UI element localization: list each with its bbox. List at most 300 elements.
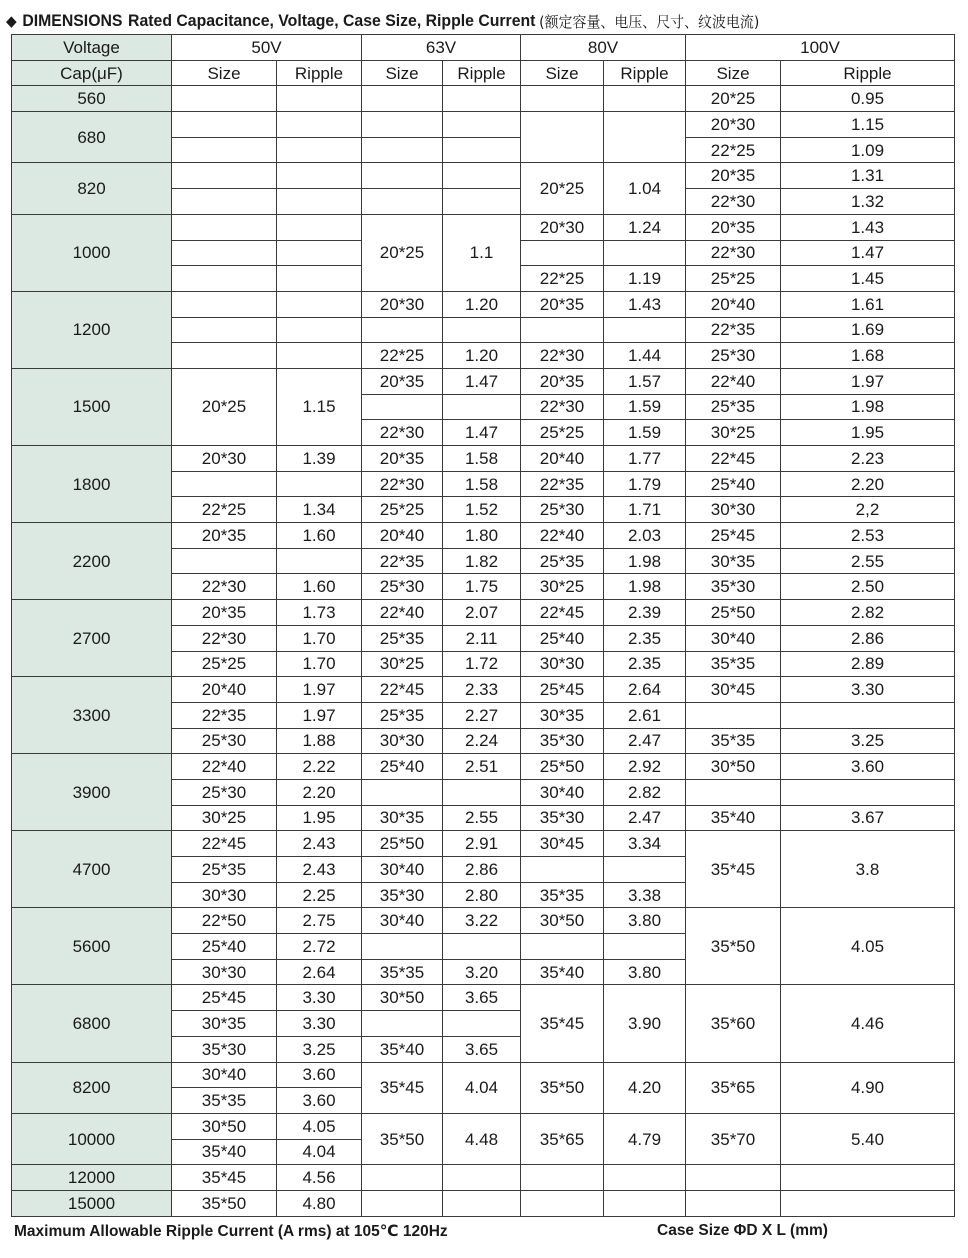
table-cell: 22*40 [362,600,443,626]
table-cell: 2.35 [604,651,686,677]
table-cell [604,1190,686,1216]
capacitance-cell: 1800 [12,446,172,523]
table-cell [521,1165,604,1191]
table-cell: 22*45 [172,831,277,857]
table-cell: 20*35 [172,600,277,626]
table-cell [277,548,362,574]
table-cell: 20*30 [521,214,604,240]
table-cell: 3.22 [443,908,521,934]
table-cell: 2.82 [604,779,686,805]
table-cell: 30*35 [362,805,443,831]
table-cell: 1.71 [604,497,686,523]
table-cell [443,934,521,960]
table-cell: 35*40 [172,1139,277,1165]
table-cell: 2.23 [781,446,955,472]
ripple-header: Ripple [443,60,521,86]
table-cell: 35*45 [172,1165,277,1191]
table-cell: 35*30 [172,1036,277,1062]
table-cell: 1.09 [781,137,955,163]
table-cell: 3.30 [781,677,955,703]
table-cell [686,702,781,728]
table-cell: 3.20 [443,959,521,985]
table-cell: 30*35 [521,702,604,728]
table-cell: 30*40 [686,625,781,651]
table-cell: 30*25 [362,651,443,677]
table-cell [604,112,686,163]
table-cell [521,857,604,883]
table-cell [277,343,362,369]
table-cell: 20*40 [172,677,277,703]
table-cell [521,86,604,112]
table-cell: 30*35 [172,1011,277,1037]
table-cell: 20*35 [521,368,604,394]
table-cell: 1.15 [781,112,955,138]
table-cell [604,240,686,266]
table-cell [604,857,686,883]
table-cell: 2.20 [781,471,955,497]
table-cell: 0.95 [781,86,955,112]
table-cell: 35*60 [686,985,781,1062]
table-cell: 1.1 [443,214,521,291]
size-header: Size [172,60,277,86]
table-cell: 2.55 [443,805,521,831]
capacitance-cell: 5600 [12,908,172,985]
table-cell: 35*50 [172,1190,277,1216]
capacitance-cell: 680 [12,112,172,163]
table-cell: 22*30 [521,343,604,369]
table-cell: 35*50 [686,908,781,985]
table-cell: 25*25 [172,651,277,677]
voltage-100v: 100V [686,35,955,61]
table-cell [604,1165,686,1191]
table-cell: 20*25 [172,368,277,445]
table-cell: 20*35 [172,523,277,549]
table-cell: 35*30 [521,805,604,831]
table-cell: 1.43 [604,291,686,317]
table-cell: 2,2 [781,497,955,523]
table-cell: 30*50 [521,908,604,934]
table-cell: 1.61 [781,291,955,317]
table-cell: 25*35 [172,857,277,883]
table-cell: 3.60 [781,754,955,780]
table-cell [277,112,362,138]
table-cell [443,86,521,112]
table-cell: 30*30 [686,497,781,523]
table-row [12,112,955,138]
table-cell: 2.64 [604,677,686,703]
table-cell: 1.60 [277,574,362,600]
table-cell [362,317,443,343]
table-cell: 20*35 [521,291,604,317]
voltage-80v: 80V [521,35,686,61]
table-cell: 3.34 [604,831,686,857]
table-cell [172,471,277,497]
table-cell: 1.70 [277,625,362,651]
table-cell: 2.33 [443,677,521,703]
voltage-label: Voltage [12,35,172,61]
table-cell: 25*30 [362,574,443,600]
table-cell: 2.24 [443,728,521,754]
table-cell: 22*25 [521,266,604,292]
table-cell: 22*35 [172,702,277,728]
table-cell: 1.20 [443,343,521,369]
table-row [12,523,955,549]
table-cell: 25*25 [686,266,781,292]
table-cell [686,1190,781,1216]
table-cell: 2.25 [277,882,362,908]
table-cell: 3.65 [443,985,521,1011]
table-cell: 2.35 [604,625,686,651]
table-row [12,291,955,317]
table-cell: 2.39 [604,600,686,626]
table-cell: 25*35 [362,625,443,651]
table-cell [172,163,277,189]
capacitance-cell: 12000 [12,1165,172,1191]
table-cell: 22*35 [521,471,604,497]
table-cell: 4.48 [443,1113,521,1164]
table-cell: 22*30 [362,471,443,497]
capacitance-cell: 3300 [12,677,172,754]
table-cell: 2.47 [604,805,686,831]
table-cell: 1.59 [604,394,686,420]
table-cell: 25*30 [172,779,277,805]
table-cell: 22*30 [172,625,277,651]
table-cell: 2.03 [604,523,686,549]
table-cell [172,548,277,574]
table-cell: 1.72 [443,651,521,677]
table-row [12,1062,955,1088]
table-cell: 35*40 [362,1036,443,1062]
table-cell: 2.86 [781,625,955,651]
table-cell: 4.90 [781,1062,955,1113]
table-cell: 1.73 [277,600,362,626]
table-cell: 4.04 [277,1139,362,1165]
table-cell: 20*25 [521,163,604,214]
table-cell [781,1165,955,1191]
table-cell: 4.46 [781,985,955,1062]
table-cell: 2.50 [781,574,955,600]
table-cell: 1.95 [277,805,362,831]
table-cell: 4.20 [604,1062,686,1113]
table-cell: 1.80 [443,523,521,549]
table-cell: 25*40 [686,471,781,497]
table-row [12,1190,955,1216]
table-cell: 3.60 [277,1062,362,1088]
table-cell: 22*40 [521,523,604,549]
voltage-50v: 50V [172,35,362,61]
table-cell [172,240,277,266]
table-cell: 20*40 [686,291,781,317]
table-cell: 25*35 [686,394,781,420]
table-cell [277,86,362,112]
table-cell: 3.90 [604,985,686,1062]
table-cell [362,86,443,112]
table-cell [686,779,781,805]
table-cell [443,189,521,215]
capacitance-cell: 6800 [12,985,172,1062]
table-cell: 1.98 [604,574,686,600]
table-cell: 4.05 [781,908,955,985]
capacitance-cell: 10000 [12,1113,172,1164]
table-row [12,214,955,240]
table-cell: 2.61 [604,702,686,728]
table-cell [172,291,277,317]
table-cell: 2.86 [443,857,521,883]
table-cell: 3.30 [277,985,362,1011]
table-cell: 35*50 [362,1113,443,1164]
table-cell: 35*40 [686,805,781,831]
table-cell [443,112,521,138]
table-cell: 1.68 [781,343,955,369]
table-cell [781,1190,955,1216]
table-cell: 1.88 [277,728,362,754]
table-cell: 1.97 [277,677,362,703]
table-cell: 30*25 [521,574,604,600]
table-cell: 25*40 [172,934,277,960]
table-cell: 35*35 [172,1088,277,1114]
table-cell: 3.25 [781,728,955,754]
table-cell: 30*25 [172,805,277,831]
table-cell: 4.05 [277,1113,362,1139]
table-cell: 1.70 [277,651,362,677]
table-cell [604,317,686,343]
table-cell [686,1165,781,1191]
table-cell: 30*45 [686,677,781,703]
table-cell: 35*65 [521,1113,604,1164]
table-cell: 20*30 [172,446,277,472]
table-cell: 1.58 [443,446,521,472]
table-cell: 22*45 [362,677,443,703]
table-cell: 22*30 [362,420,443,446]
table-cell: 20*40 [362,523,443,549]
table-cell [443,779,521,805]
table-cell: 30*40 [362,908,443,934]
table-cell [443,394,521,420]
table-cell: 1.31 [781,163,955,189]
table-cell [172,137,277,163]
table-cell: 4.79 [604,1113,686,1164]
table-cell: 30*50 [686,754,781,780]
table-cell: 1.60 [277,523,362,549]
ripple-header: Ripple [277,60,362,86]
table-cell: 3.65 [443,1036,521,1062]
table-cell [172,112,277,138]
table-row [12,1165,955,1191]
table-cell: 3.8 [781,831,955,908]
table-cell: 2.53 [781,523,955,549]
table-cell: 20*35 [362,446,443,472]
table-cell [172,343,277,369]
table-cell: 35*35 [521,882,604,908]
table-cell [172,214,277,240]
table-body [12,86,955,1216]
footer-ripple-note: Maximum Allowable Ripple Current (A rms) at 105℃ 120Hz [14,1223,448,1240]
table-cell: 1.69 [781,317,955,343]
title-chinese: (额定容量、电压、尺寸、纹波电流) [539,12,760,31]
table-cell: 35*40 [521,959,604,985]
column-header-row [12,60,955,86]
table-cell: 2.47 [604,728,686,754]
size-header: Size [686,60,781,86]
table-cell [277,163,362,189]
table-cell: 25*25 [362,497,443,523]
table-cell [443,1165,521,1191]
table-row [12,985,955,1011]
table-row [12,163,955,189]
table-cell: 2.72 [277,934,362,960]
table-cell: 2.64 [277,959,362,985]
table-cell: 1.98 [604,548,686,574]
table-cell [362,189,443,215]
table-cell: 1.82 [443,548,521,574]
table-cell: 1.15 [277,368,362,445]
table-cell: 35*50 [521,1062,604,1113]
table-cell: 35*35 [686,651,781,677]
table-cell: 2.43 [277,857,362,883]
table-cell: 25*45 [172,985,277,1011]
table-cell: 22*30 [686,240,781,266]
table-cell: 1.32 [781,189,955,215]
table-cell: 30*30 [172,959,277,985]
table-cell [277,471,362,497]
table-cell: 20*40 [521,446,604,472]
voltage-63v: 63V [362,35,521,61]
table-cell [521,317,604,343]
table-cell: 35*65 [686,1062,781,1113]
table-cell: 1.58 [443,471,521,497]
table-cell: 1.75 [443,574,521,600]
table-cell: 1.34 [277,497,362,523]
table-cell: 30*40 [172,1062,277,1088]
table-cell [443,317,521,343]
table-cell: 25*35 [521,548,604,574]
table-cell: 20*30 [686,112,781,138]
ripple-header: Ripple [781,60,955,86]
table-cell [277,240,362,266]
table-cell: 2.55 [781,548,955,574]
table-cell [277,137,362,163]
table-cell: 1.52 [443,497,521,523]
table-cell: 2.91 [443,831,521,857]
size-header: Size [521,60,604,86]
diamond-bullet-icon: ◆ [6,13,17,30]
table-cell [277,317,362,343]
table-cell: 25*45 [521,677,604,703]
title-subtitle: Rated Capacitance, Voltage, Case Size, Ripple Current [128,11,536,30]
table-cell: 1.19 [604,266,686,292]
table-cell: 3.67 [781,805,955,831]
table-cell: 1.59 [604,420,686,446]
table-cell: 30*30 [521,651,604,677]
table-cell: 35*70 [686,1113,781,1164]
table-cell: 20*25 [686,86,781,112]
table-cell [521,1190,604,1216]
title-bold: DIMENSIONS [22,11,123,30]
table-cell: 1.43 [781,214,955,240]
table-cell [521,934,604,960]
table-cell: 1.20 [443,291,521,317]
table-cell: 35*45 [362,1062,443,1113]
table-cell: 5.40 [781,1113,955,1164]
table-row [12,600,955,626]
size-header: Size [362,60,443,86]
table-cell: 3.80 [604,908,686,934]
table-cell: 30*25 [686,420,781,446]
table-cell: 1.97 [277,702,362,728]
cap-label: Cap(μF) [12,60,172,86]
table-cell: 1.77 [604,446,686,472]
capacitance-cell: 15000 [12,1190,172,1216]
table-cell [362,1165,443,1191]
table-cell: 1.47 [443,420,521,446]
table-cell: 25*45 [686,523,781,549]
table-cell: 1.57 [604,368,686,394]
table-cell: 2.51 [443,754,521,780]
table-row [12,831,955,857]
capacitance-cell: 4700 [12,831,172,908]
table-cell: 2.20 [277,779,362,805]
table-cell [362,163,443,189]
table-cell: 20*25 [362,214,443,291]
table-cell: 22*40 [172,754,277,780]
capacitance-cell: 1000 [12,214,172,291]
table-cell: 35*30 [362,882,443,908]
table-cell: 1.47 [443,368,521,394]
table-cell: 3.60 [277,1088,362,1114]
table-cell: 2.80 [443,882,521,908]
table-cell: 1.98 [781,394,955,420]
table-cell [443,163,521,189]
table-cell: 2.75 [277,908,362,934]
table-cell [781,702,955,728]
table-cell: 22*50 [172,908,277,934]
table-cell [172,266,277,292]
table-cell: 35*35 [362,959,443,985]
table-row [12,86,955,112]
table-cell [443,137,521,163]
table-cell [277,266,362,292]
table-cell: 1.44 [604,343,686,369]
table-cell: 25*40 [521,625,604,651]
table-cell [604,86,686,112]
table-cell: 20*30 [362,291,443,317]
table-cell: 2.11 [443,625,521,651]
table-cell [443,1190,521,1216]
table-cell: 25*30 [521,497,604,523]
table-cell: 35*30 [686,574,781,600]
table-cell: 30*30 [362,728,443,754]
table-cell [521,112,604,163]
table-row [12,1113,955,1139]
table-cell: 3.30 [277,1011,362,1037]
table-cell: 2.27 [443,702,521,728]
table-cell [277,189,362,215]
table-cell: 22*45 [521,600,604,626]
table-cell: 25*50 [686,600,781,626]
table-cell [362,112,443,138]
table-cell: 20*35 [362,368,443,394]
capacitance-cell: 8200 [12,1062,172,1113]
capacitance-cell: 1200 [12,291,172,368]
table-cell: 25*40 [362,754,443,780]
table-cell: 22*45 [686,446,781,472]
table-cell: 22*25 [362,343,443,369]
table-cell: 25*25 [521,420,604,446]
table-cell: 22*25 [686,137,781,163]
table-cell: 1.24 [604,214,686,240]
table-cell: 25*50 [521,754,604,780]
table-cell: 4.80 [277,1190,362,1216]
